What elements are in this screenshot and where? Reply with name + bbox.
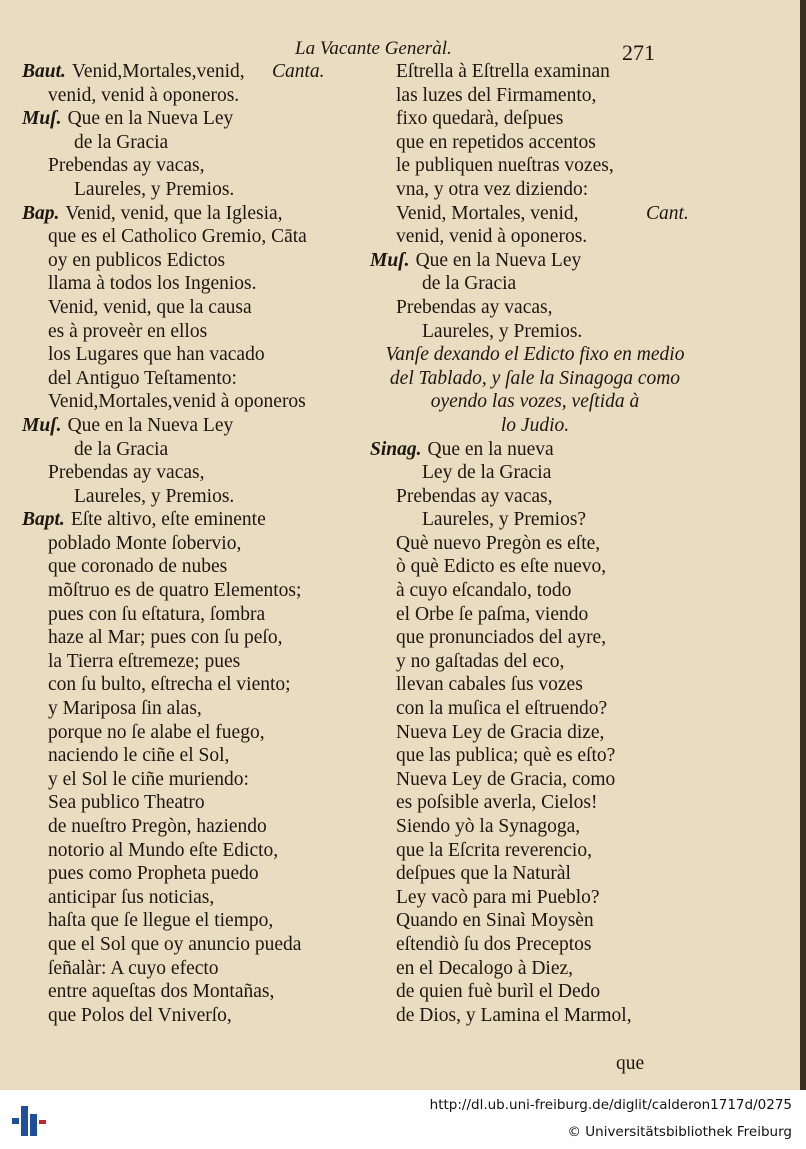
footer-copyright: © Universitätsbibliothek Freiburg — [567, 1124, 792, 1140]
verse-text: de quien fuè burìl el Dedo — [396, 981, 601, 1003]
verse-line — [370, 650, 700, 674]
verse-line — [370, 320, 700, 344]
verse-text: Quando en Sinaì Moysèn — [396, 910, 594, 932]
verse-text: con la muſica el eſtruendo? — [396, 698, 608, 720]
verse-line — [22, 178, 367, 202]
verse-text: Laureles, y Premios? — [422, 509, 587, 531]
verse-text: Venid, Mortales, venid, — [396, 202, 579, 224]
verse-text: venid, venid à oponeros. — [396, 226, 588, 248]
verse-text: que es el Catholico Gremio, Cāta — [48, 226, 307, 248]
verse-text: que coronado de nubes — [48, 556, 228, 578]
verse-line — [22, 60, 367, 84]
right-column — [370, 60, 700, 1027]
verse-text: poblado Monte ſobervio, — [48, 532, 242, 554]
verse-line — [370, 862, 700, 886]
verse-text: Què nuevo Pregòn es eſte, — [396, 532, 601, 554]
verse-line — [370, 131, 700, 155]
verse-text: oy en publicos Edictos — [48, 249, 226, 271]
page-number: 271 — [622, 40, 655, 65]
verse-line — [370, 461, 700, 485]
verse-text: naciendo le ciñe el Sol, — [48, 745, 230, 767]
verse-text: de Dios, y Lamina el Marmol, — [396, 1004, 632, 1026]
verse-line — [22, 367, 367, 391]
stage-cue: Canta. — [272, 61, 325, 82]
verse-text: de la Gracia — [422, 273, 517, 295]
verse-line — [370, 154, 700, 178]
verse-text: Prebendas ay vacas, — [48, 462, 205, 484]
verse-text: que las publica; què es eſto? — [396, 745, 616, 767]
verse-line — [22, 839, 367, 863]
verse-text: Que en la nueva — [427, 438, 554, 460]
verse-line — [22, 414, 367, 438]
verse-text: es à proveèr en ellos — [48, 320, 208, 342]
verse-line — [370, 438, 700, 462]
verse-line — [22, 721, 367, 745]
verse-line — [22, 579, 367, 603]
verse-text: Laureles, y Premios. — [422, 320, 583, 342]
speaker-label: Sinag. — [370, 438, 422, 460]
verse-line — [370, 508, 700, 532]
verse-text: con ſu bulto, eſtrecha el viento; — [48, 674, 291, 696]
verse-line — [22, 555, 367, 579]
verse-text: los Lugares que han vacado — [48, 344, 265, 366]
verse-text: Sea publico Theatro — [48, 792, 205, 814]
verse-text: pues con ſu eſtatura, ſombra — [48, 603, 266, 625]
verse-line — [370, 202, 700, 226]
page-edge — [800, 0, 806, 1090]
verse-text: à cuyo eſcandalo, todo — [396, 580, 572, 602]
verse-line — [370, 579, 700, 603]
verse-text: Eſte altivo, eſte eminente — [70, 509, 266, 531]
verse-line — [370, 839, 700, 863]
verse-line — [370, 1004, 700, 1028]
verse-line — [370, 791, 700, 815]
verse-text: eſtendiò ſu dos Preceptos — [396, 933, 592, 955]
verse-line — [22, 320, 367, 344]
verse-line — [22, 131, 367, 155]
verse-line — [22, 791, 367, 815]
verse-text: fixo quedarà, deſpues — [396, 108, 564, 130]
verse-text: Nueva Ley de Gracia dize, — [396, 721, 605, 743]
verse-text: Que en la Nueva Ley — [67, 414, 234, 436]
verse-line — [22, 1004, 367, 1028]
verse-line — [370, 532, 700, 556]
verse-line — [370, 673, 700, 697]
verse-text: de nueſtro Pregòn, haziendo — [48, 816, 267, 837]
verse-line — [370, 555, 700, 579]
speaker-label: Muſ. — [22, 414, 62, 436]
verse-text: anticipar ſus noticias, — [48, 886, 215, 908]
verse-text: Ley de la Gracia — [422, 462, 552, 484]
verse-line — [370, 768, 700, 792]
verse-text: ſeñalàr: A cuyo efecto — [48, 957, 219, 979]
verse-line — [370, 178, 700, 202]
verse-text: que Polos del Vniverſo, — [48, 1004, 232, 1026]
verse-line — [22, 438, 367, 462]
verse-text: que la Eſcrita reverencio, — [396, 839, 592, 861]
speaker-label: Bapt. — [22, 509, 65, 531]
verse-text: del Antiguo Teſtamento: — [48, 367, 237, 389]
verse-line — [370, 721, 700, 745]
verse-text: de la Gracia — [74, 131, 169, 153]
stage-cue: Cant. — [646, 202, 689, 224]
verse-line — [370, 697, 700, 721]
verse-text: notorio al Mundo eſte Edicto, — [48, 839, 279, 861]
speaker-label: Baut. — [22, 61, 66, 82]
verse-text: Siendo yò la Synagoga, — [396, 816, 581, 837]
verse-text: Ley vacò para mi Pueblo? — [396, 886, 600, 908]
verse-line — [22, 202, 367, 226]
verse-line — [370, 367, 700, 391]
verse-text: Prebendas ay vacas, — [396, 296, 553, 318]
verse-text: llama à todos los Ingenios. — [48, 273, 257, 295]
verse-line — [22, 390, 367, 414]
verse-text: porque no ſe alabe el fuego, — [48, 721, 265, 743]
verse-text: venid, venid à oponeros. — [48, 84, 240, 106]
verse-text: haſta que ſe llegue el tiempo, — [48, 910, 274, 932]
verse-text: Prebendas ay vacas, — [396, 485, 553, 507]
verse-line — [22, 744, 367, 768]
verse-line — [22, 862, 367, 886]
verse-line — [370, 84, 700, 108]
verse-text: Laureles, y Premios. — [74, 485, 235, 507]
verse-line — [22, 461, 367, 485]
ub-freiburg-logo-icon — [10, 1100, 50, 1140]
verse-text: es poſsible averla, Cielos! — [396, 792, 598, 814]
verse-line — [22, 249, 367, 273]
verse-line — [22, 603, 367, 627]
verse-line — [22, 343, 367, 367]
verse-text: Eſtrella à Eſtrella examinan — [396, 61, 610, 82]
verse-line — [370, 60, 700, 84]
verse-text: Vanſe dexando el Edicto fixo en medio — [385, 344, 685, 366]
verse-text: vna, y otra vez diziendo: — [396, 178, 589, 200]
verse-line — [370, 909, 700, 933]
footer-url[interactable]: http://dl.ub.uni-freiburg.de/diglit/calderon1717d/0275 — [429, 1097, 792, 1113]
verse-text: y el Sol le ciñe muriendo: — [48, 768, 249, 790]
left-column — [22, 60, 367, 1027]
verse-text: Que en la Nueva Ley — [415, 249, 582, 271]
verse-line — [22, 532, 367, 556]
verse-line — [22, 697, 367, 721]
verse-line — [22, 508, 367, 532]
verse-text: Venid, venid, que la causa — [48, 296, 252, 318]
footer-bar — [0, 1090, 806, 1149]
verse-line — [370, 249, 700, 273]
verse-text: que en repetidos accentos — [396, 131, 596, 153]
verse-text: le publiquen nueſtras vozes, — [396, 155, 614, 177]
verse-line — [22, 296, 367, 320]
verse-text: la Tierra eſtremeze; pues — [48, 650, 241, 672]
verse-line — [22, 815, 367, 839]
verse-text: Laureles, y Premios. — [74, 178, 235, 200]
verse-text: que el Sol que oy anuncio pueda — [48, 933, 302, 955]
running-head: La Vacante Generàl. — [295, 38, 452, 59]
verse-line — [370, 485, 700, 509]
verse-text: del Tablado, y ſale la Sinagoga como — [389, 367, 681, 389]
verse-line — [370, 414, 700, 438]
verse-text: Venid, venid, que la Iglesia, — [65, 202, 283, 224]
verse-line — [370, 343, 700, 367]
speaker-label: Bap. — [22, 202, 60, 224]
verse-line — [22, 154, 367, 178]
verse-line — [370, 815, 700, 839]
verse-line — [370, 980, 700, 1004]
verse-text: entre aqueſtas dos Montañas, — [48, 981, 275, 1003]
verse-text: Que en la Nueva Ley — [67, 108, 234, 130]
verse-text: en el Decalogo à Diez, — [396, 957, 574, 979]
verse-text: y Mariposa ſin alas, — [48, 698, 202, 720]
verse-line — [370, 225, 700, 249]
verse-text: pues como Propheta puedo — [48, 863, 259, 885]
verse-text: deſpues que la Naturàl — [396, 863, 571, 885]
verse-text: haze al Mar; pues con ſu peſo, — [48, 627, 283, 649]
verse-text: Venid,Mortales,venid à oponeros — [48, 391, 306, 413]
verse-text: el Orbe ſe paſma, viendo — [396, 603, 589, 625]
verse-text: que pronunciados del ayre, — [396, 627, 607, 649]
verse-text: las luzes del Firmamento, — [396, 84, 597, 106]
verse-text: ò què Edicto es eſte nuevo, — [396, 556, 607, 578]
verse-line — [370, 603, 700, 627]
verse-text: Prebendas ay vacas, — [48, 155, 205, 177]
verse-line — [370, 390, 700, 414]
verse-line — [370, 626, 700, 650]
verse-line — [370, 886, 700, 910]
verse-line — [370, 933, 700, 957]
verse-line — [22, 768, 367, 792]
verse-text: mõſtruo es de quatro Elementos; — [48, 580, 302, 602]
speaker-label: Muſ. — [22, 108, 62, 130]
verse-line — [370, 272, 700, 296]
verse-text: y no gaſtadas del eco, — [396, 650, 565, 672]
verse-text: de la Gracia — [74, 438, 169, 460]
verse-line — [22, 650, 367, 674]
verse-text: llevan cabales ſus vozes — [396, 674, 583, 696]
verse-line — [22, 886, 367, 910]
verse-line — [22, 225, 367, 249]
verse-text: oyendo las vozes, veſtida à — [430, 391, 640, 413]
verse-line — [22, 485, 367, 509]
verse-line — [22, 84, 367, 108]
verse-line — [22, 957, 367, 981]
speaker-label: Muſ. — [370, 249, 410, 271]
verse-line — [370, 744, 700, 768]
verse-text: lo Judio. — [500, 414, 570, 436]
verse-line — [370, 957, 700, 981]
verse-line — [370, 296, 700, 320]
verse-line — [22, 107, 367, 131]
verse-text: Venid,Mortales,venid, — [71, 61, 245, 82]
catchword: que — [616, 1053, 645, 1074]
verse-line — [22, 272, 367, 296]
verse-text: Nueva Ley de Gracia, como — [396, 768, 616, 790]
verse-line — [22, 980, 367, 1004]
verse-line — [22, 673, 367, 697]
verse-line — [22, 626, 367, 650]
verse-line — [22, 933, 367, 957]
verse-line — [22, 909, 367, 933]
verse-line — [370, 107, 700, 131]
